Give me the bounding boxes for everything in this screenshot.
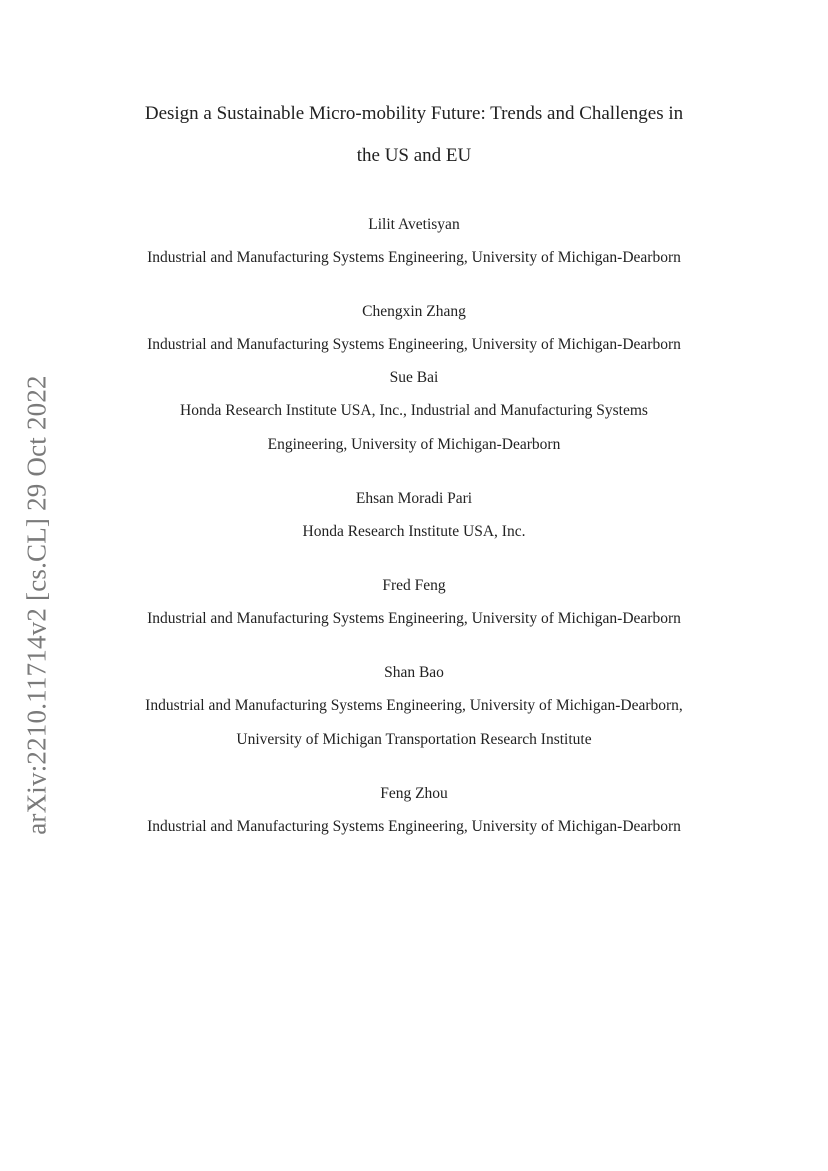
author-name: Ehsan Moradi Pari xyxy=(355,490,473,507)
author-affiliation: Industrial and Manufacturing Systems Engineering, University of Michigan-Dearborn xyxy=(147,610,681,627)
author-affiliation: Industrial and Manufacturing Systems Engineering, University of Michigan-Dearborn xyxy=(147,249,681,266)
author-affiliation: Industrial and Manufacturing Systems Engineering, University of Michigan-Dearborn xyxy=(147,818,681,835)
author-affiliation: Industrial and Manufacturing Systems Engineering, University of Michigan-Dearborn, xyxy=(145,697,683,714)
author-affiliation: Honda Research Institute USA, Inc. xyxy=(302,523,526,540)
author-name: Sue Bai xyxy=(389,369,439,386)
author-name: Fred Feng xyxy=(382,577,446,594)
paper-title-line-1: Design a Sustainable Micro-mobility Future: Trends and Challenges in xyxy=(144,103,684,124)
arxiv-identifier-stamp: arXiv:2210.11714v2 [cs.CL] 29 Oct 2022 xyxy=(21,375,52,835)
author-affiliation: University of Michigan Transportation Research Institute xyxy=(236,731,592,748)
author-name: Chengxin Zhang xyxy=(362,303,466,320)
author-name: Feng Zhou xyxy=(380,785,448,802)
author-affiliation: Industrial and Manufacturing Systems Engineering, University of Michigan-Dearborn xyxy=(147,336,681,353)
paper-title-line-2: the US and EU xyxy=(356,145,472,166)
author-name: Shan Bao xyxy=(384,664,444,681)
author-name: Lilit Avetisyan xyxy=(368,216,460,233)
author-affiliation: Honda Research Institute USA, Inc., Industrial and Manufacturing Systems xyxy=(180,402,648,419)
author-affiliation: Engineering, University of Michigan-Dearborn xyxy=(267,436,561,453)
